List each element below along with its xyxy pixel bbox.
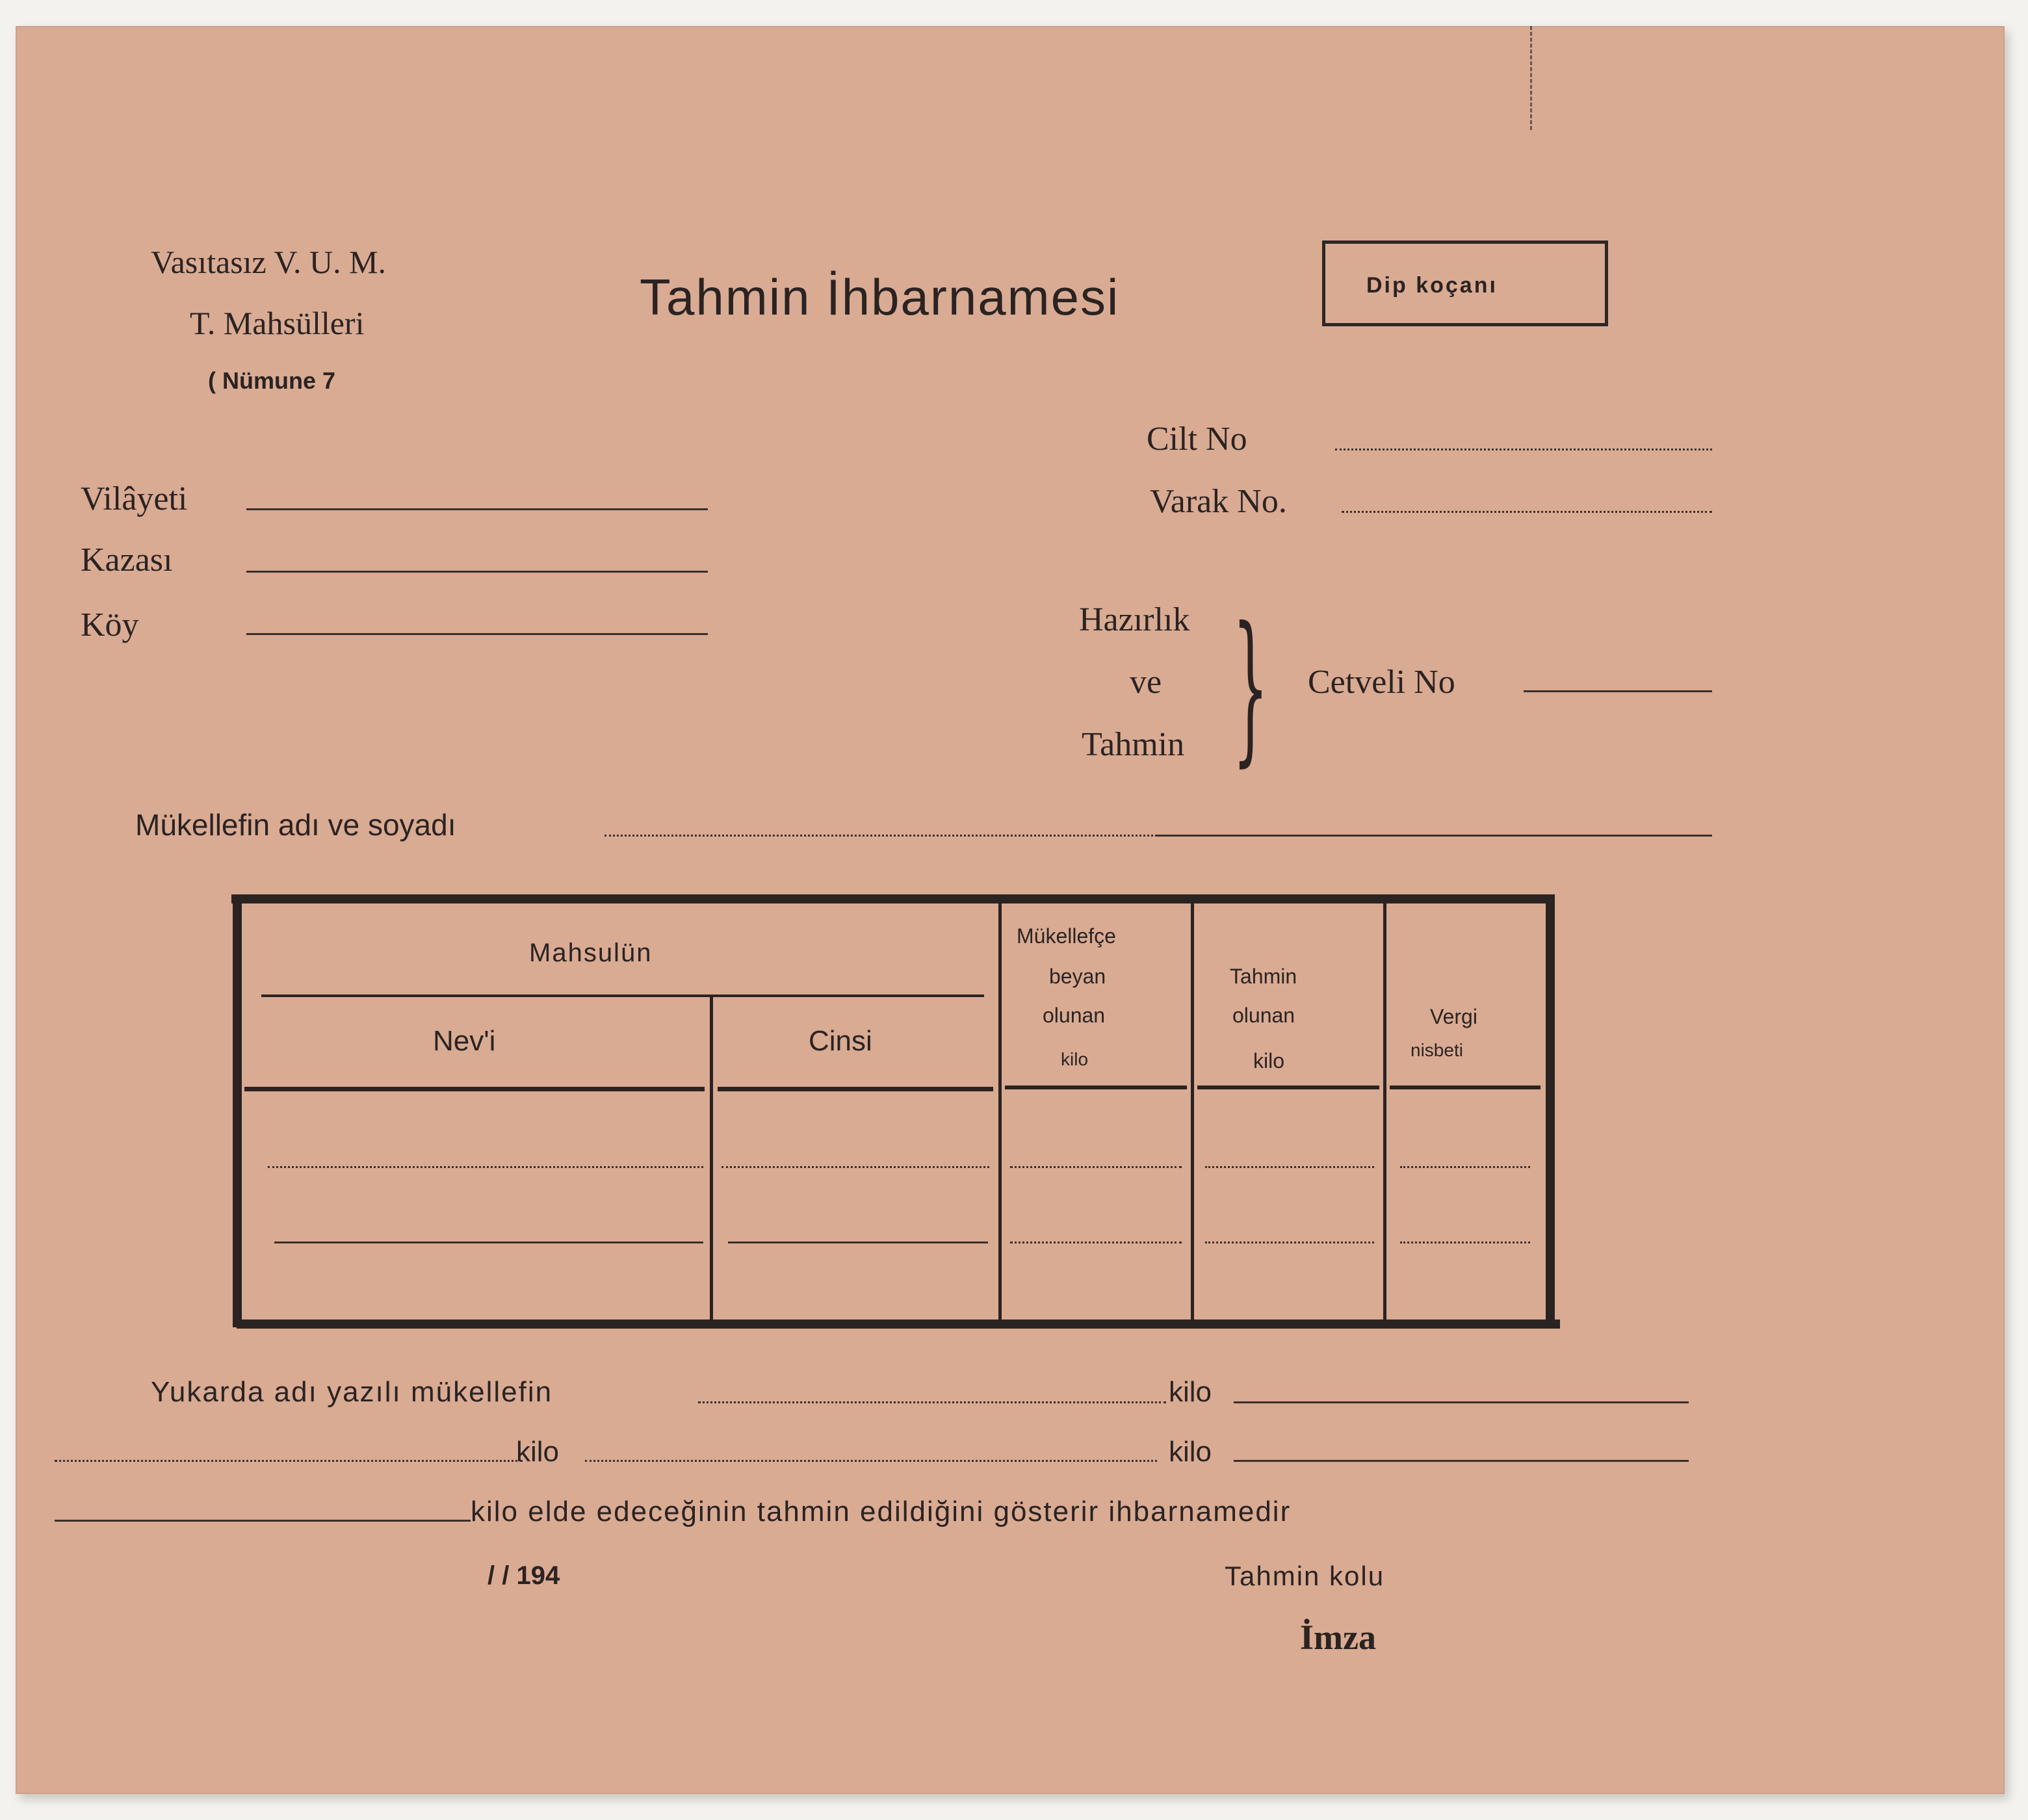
cetveli-no-field[interactable] [1524,690,1712,692]
col-nevi-header: Nev'i [433,1025,496,1057]
col-cinsi-header: Cinsi [809,1025,872,1057]
table-col-divider-tahmin [1191,904,1194,1320]
statement-field-4[interactable] [585,1460,1157,1462]
col-beyan-header-2: beyan [1049,965,1106,988]
varak-no-label: Varak No. [1150,483,1287,520]
brace-icon: } [1232,592,1269,781]
cilt-no-label: Cilt No [1147,421,1247,458]
kazasi-label: Kazası [81,541,173,578]
table-cells-beyan[interactable] [1002,1093,1190,1317]
col-beyan-header-4: kilo [1061,1049,1089,1069]
signature-label: İmza [1300,1618,1376,1657]
table-cells-vergi[interactable] [1387,1093,1544,1317]
org-line-3: ( Nümune 7 [208,367,336,394]
table-bottom-border [237,1320,1560,1329]
statement-field-1[interactable] [698,1401,1166,1403]
vilayeti-label: Vilâyeti [81,480,188,517]
table-right-border [1546,898,1555,1327]
header-rule-tahmin [1197,1086,1379,1089]
group-header-underline [261,994,984,997]
col-tahmin-header-2: olunan [1232,1004,1295,1027]
table-cells-nevi[interactable] [243,1093,708,1317]
form-title: Tahmin İhbarnamesi [640,268,1120,326]
koy-label: Köy [81,606,139,644]
taxpayer-name-label: Mükellefin adı ve soyadı [135,808,456,842]
col-vergi-header-2: nisbeti [1410,1040,1463,1060]
statement-line3-suffix: kilo elde edeceğinin tahmin edildiğini gösterir ihbarnamedir [471,1496,1292,1528]
form-paper [16,26,2005,1794]
brace-line-1: Hazırlık [1079,601,1190,638]
col-beyan-header-3: olunan [1043,1004,1106,1027]
statement-field-6[interactable] [55,1520,471,1522]
table-left-border [233,898,242,1327]
col-beyan-header-1: Mükellefçe [1017,924,1116,948]
header-rule-vergi [1390,1086,1540,1089]
header-rule-cinsi [718,1087,993,1091]
taxpayer-name-field-a[interactable] [604,835,1157,837]
table-col-divider-beyan [998,904,1002,1320]
statement-field-3[interactable] [55,1460,523,1462]
header-rule-beyan [1005,1086,1187,1089]
statement-field-5[interactable] [1234,1460,1689,1462]
org-line-2: T. Mahsülleri [190,305,365,341]
statement-line1-prefix: Yukarda adı yazılı mükellefin [151,1376,553,1408]
table-cells-cinsi[interactable] [714,1093,997,1317]
brace-line-2: ve [1130,664,1162,701]
committee-label: Tahmin kolu [1225,1561,1385,1591]
table-cells-tahmin[interactable] [1195,1093,1382,1317]
taxpayer-name-field-b[interactable] [1157,835,1712,837]
perforation-line [1530,26,1532,130]
cilt-no-field[interactable] [1335,448,1712,450]
statement-kilo-1: kilo [1169,1376,1212,1408]
date-field[interactable]: / / 194 [488,1561,560,1590]
kazasi-field[interactable] [246,571,708,573]
stub-box-label: Dip koçanı [1366,273,1498,298]
table-col-divider-vergi [1383,904,1386,1320]
cetveli-no-label: Cetveli No [1308,664,1455,701]
brace-line-3: Tahmin [1082,726,1185,763]
statement-kilo-2: kilo [516,1436,560,1468]
statement-field-2[interactable] [1234,1401,1689,1403]
koy-field[interactable] [246,633,708,635]
col-tahmin-header-3: kilo [1253,1049,1285,1072]
varak-no-field[interactable] [1342,511,1712,513]
statement-kilo-3: kilo [1169,1436,1212,1468]
table-group-header: Mahsulün [529,939,653,967]
header-rule-nevi [244,1087,705,1091]
vilayeti-field[interactable] [246,508,708,510]
col-vergi-header-1: Vergi [1430,1005,1477,1028]
table-top-border [231,894,1555,904]
org-line-1: Vasıtasız V. U. M. [151,244,387,280]
table-col-divider-cinsi [710,997,713,1320]
col-tahmin-header-1: Tahmin [1230,965,1297,988]
